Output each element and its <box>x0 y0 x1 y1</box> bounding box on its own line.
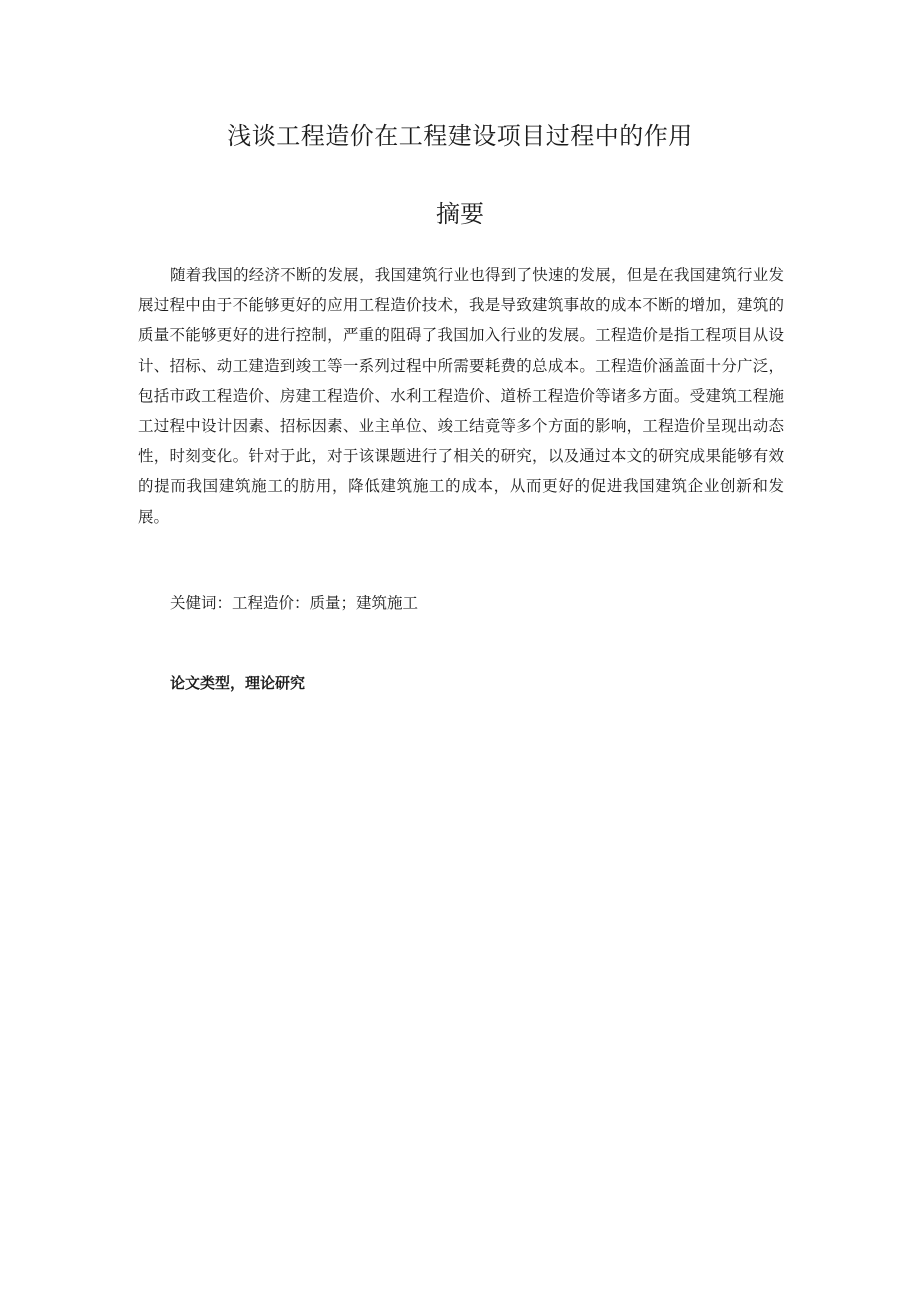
paper-type-line: 论文类型，理论研究 <box>170 674 306 692</box>
paper-title: 浅谈工程造价在工程建设项目过程中的作用 <box>227 122 693 150</box>
abstract-body: 随着我国的经济不断的发展，我国建筑行业也得到了快速的发展，但是在我国建筑行业发展过程中由于不能够更好的应用工程造价技术，我是导致建筑事故的成本不断的增加，建筑的质量不能够更好的进行控制，严重的阻碍了我国加入行业的发展。工程造价是指工程项目从设计、招标、动工建造到竣工等一系列过程中所需要耗费的总成本。工程造价涵盖面十分广泛，包括市政工程造价、房建工程造价、水利工程造价、道桥工程造价等诸多方面。受建筑工程施工过程中设计因素、招标因素、业主单位、竣工结竟等多个方面的影响，工程造价呈现出动态性，时刻变化。针对于此，对于该课题进行了相关的研究，以及通过本文的研究成果能够有效的提而我国建筑施工的肪用，降低建筑施工的成本，从而更好的促进我国建筑企业创新和发展。 <box>138 266 784 526</box>
abstract-heading: 摘要 <box>436 200 484 228</box>
keywords-line: 关健词：工程造价：质量；建筑施工 <box>170 594 419 612</box>
